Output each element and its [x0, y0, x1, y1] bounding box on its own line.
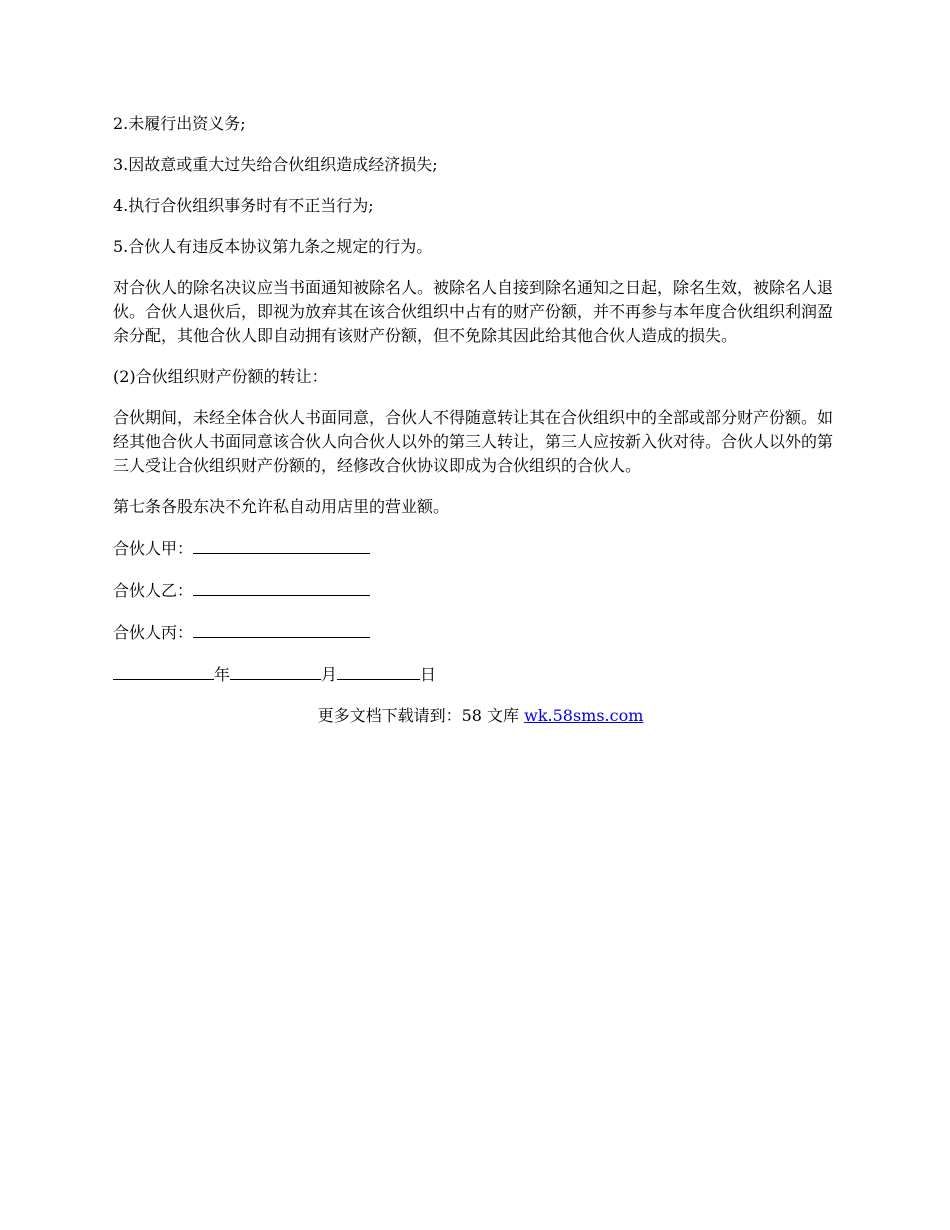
year-blank — [113, 662, 214, 680]
transfer-paragraph: 合伙期间，未经全体合伙人书面同意，合伙人不得随意转让其在合伙组织中的全部或部分财产份额。如经其他合伙人书面同意该合伙人向合伙人以外的第三人转让，第三人应按新入伙对待。合伙人以外的第三人受让合伙组织财产份额的，经修改合伙协议即成为合伙组织的合伙人。 — [113, 408, 834, 475]
signature-label: 合伙人甲： — [113, 539, 194, 558]
footer-text: 更多文档下载请到：58 文库 — [317, 706, 525, 725]
month-blank — [230, 662, 321, 680]
document-page — [113, 112, 848, 728]
list-item: 5.合伙人有违反本协议第九条之规定的行为。 — [113, 237, 433, 256]
signature-blank — [193, 620, 370, 638]
year-label: 年 — [214, 665, 231, 684]
footer — [113, 704, 848, 728]
signature-blank — [193, 578, 370, 596]
signature-label: 合伙人乙： — [113, 581, 194, 600]
signature-line-partner-c — [113, 620, 848, 645]
footer-link[interactable]: wk.58sms.com — [524, 706, 644, 725]
removal-paragraph: 对合伙人的除名决议应当书面通知被除名人。被除名人自接到除名通知之日起，除名生效，被除名人退伙。合伙人退伙后，即视为放弃其在该合伙组织中占有的财产份额，并不再参与本年度合伙组织利润盈余分配，其他合伙人即自动拥有该财产份额，但不免除其因此给其他合伙人造成的损失。 — [113, 278, 834, 345]
list-item: 4.执行合伙组织事务时有不正当行为; — [113, 196, 374, 215]
signature-label: 合伙人丙： — [113, 623, 194, 642]
signature-line-partner-a — [113, 536, 848, 561]
list-item: 2.未履行出资义务; — [113, 114, 246, 133]
month-label: 月 — [321, 665, 338, 684]
day-label: 日 — [420, 665, 437, 684]
signature-line-partner-b — [113, 578, 848, 603]
list-item: 3.因故意或重大过失给合伙组织造成经济损失; — [113, 155, 438, 174]
day-blank — [337, 662, 420, 680]
signature-blank — [193, 536, 370, 554]
transfer-heading: (2)合伙组织财产份额的转让： — [113, 367, 328, 386]
article-seven: 第七条各股东决不允许私自动用店里的营业额。 — [113, 497, 450, 516]
date-line — [113, 662, 848, 687]
